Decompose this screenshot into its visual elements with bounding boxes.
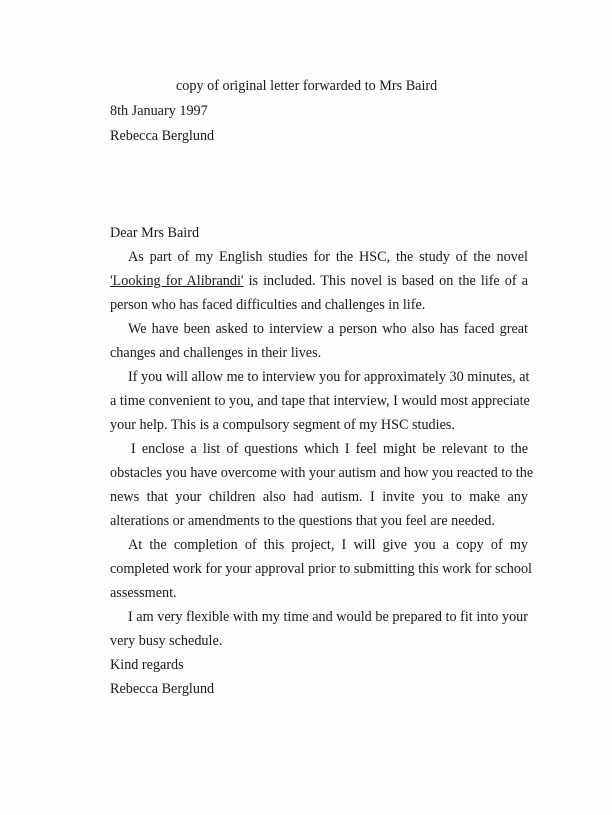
letter-date: 8th January 1997 (110, 103, 208, 119)
paragraph-1-line-2 (110, 273, 528, 290)
paragraph-3-line-2: a time convenient to you, and tape that interview, I would most appreciate (110, 393, 530, 409)
paragraph-5-line-3: assessment. (110, 585, 177, 601)
paragraph-4-line-3: news that your children also had autism. I invite you to make any (110, 489, 528, 505)
paragraph-6-line-2: very busy schedule. (110, 633, 223, 649)
signature-name: Rebecca Berglund (110, 681, 215, 697)
paragraph-2-line-2: changes and challenges in their lives. (110, 345, 322, 361)
paragraph-6-line-1: I am very flexible with my time and would be prepared to fit into your (128, 609, 528, 625)
paragraph-3-line-3: your help. This is a compulsory segment of my HSC studies. (110, 417, 455, 433)
paragraph-5-line-2: completed work for your approval prior to submitting this work for school (110, 561, 533, 577)
salutation: Dear Mrs Baird (110, 225, 200, 241)
paragraph-1-line-2-rest: is included. This novel is based on the life of a (243, 273, 528, 289)
novel-title: 'Looking for Alibrandi' (110, 273, 244, 289)
paragraph-5-line-1: At the completion of this project, I will give you a copy of my (128, 537, 528, 553)
paragraph-4-line-4: alterations or amendments to the questions that you feel are needed. (110, 513, 495, 529)
copy-note: copy of original letter forwarded to Mrs Baird (176, 78, 438, 94)
paragraph-3-line-1: If you will allow me to interview you for approximately 30 minutes, at (128, 369, 530, 385)
paragraph-4-line-2: obstacles you have overcome with your autism and how you reacted to the (110, 465, 534, 481)
sender-name: Rebecca Berglund (110, 128, 215, 144)
paragraph-1-line-3: person who has faced difficulties and challenges in life. (110, 297, 426, 313)
closing: Kind regards (110, 657, 184, 673)
paragraph-4-line-1: I enclose a list of questions which I feel might be relevant to the (131, 441, 528, 457)
paragraph-2-line-1: We have been asked to interview a person who also has faced great (128, 321, 528, 337)
paragraph-1-line-1: As part of my English studies for the HSC, the study of the novel (128, 249, 528, 265)
